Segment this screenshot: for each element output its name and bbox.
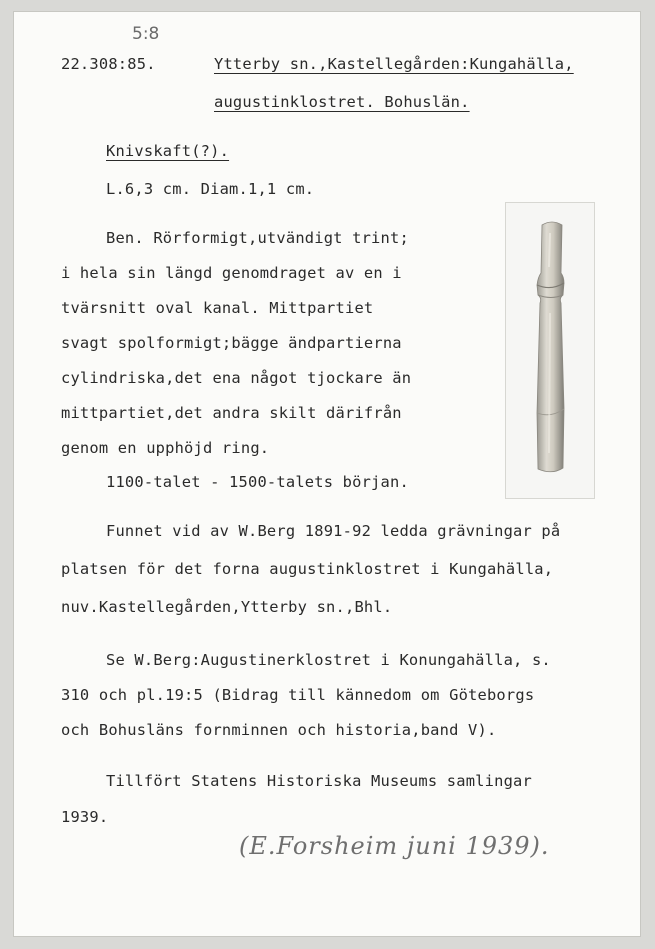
find-info-line: platsen för det forna augustinklostret i Kungahälla, xyxy=(61,560,554,578)
dating: 1100-talet - 1500-talets början. xyxy=(106,473,409,491)
reference-line: Se W.Berg:Augustinerklostret i Konungahälla, s. xyxy=(106,651,551,669)
reference-line: 310 och pl.19:5 (Bidrag till kännedom om Göteborgs xyxy=(61,686,535,704)
find-info-line: Funnet vid av W.Berg 1891-92 ledda grävningar på xyxy=(106,522,561,540)
reference-line: och Bohusläns fornminnen och historia,band V). xyxy=(61,721,497,739)
accession-line: Tillfört Statens Historiska Museums samlingar xyxy=(106,772,532,790)
description-line: genom en upphöjd ring. xyxy=(61,439,270,457)
catalog-card xyxy=(14,12,640,936)
location-line-1: Ytterby sn.,Kastellegården:Kungahälla, xyxy=(214,55,574,73)
pencil-note: 5:8 xyxy=(132,24,160,44)
find-info-line: nuv.Kastellegården,Ytterby sn.,Bhl. xyxy=(61,598,393,616)
object-dimensions: L.6,3 cm. Diam.1,1 cm. xyxy=(106,180,315,198)
accession-year: 1939. xyxy=(61,808,109,826)
catalog-number: 22.308:85. xyxy=(61,55,156,73)
bone-handle-image xyxy=(506,203,594,498)
description-line: mittpartiet,det andra skilt därifrån xyxy=(61,404,402,422)
description-line: Ben. Rörformigt,utvändigt trint; xyxy=(106,229,409,247)
description-line: cylindriska,det ena något tjockare än xyxy=(61,369,412,387)
description-line: tvärsnitt oval kanal. Mittpartiet xyxy=(61,299,374,317)
location-line-2: augustinklostret. Bohuslän. xyxy=(214,93,470,111)
object-name: Knivskaft(?). xyxy=(106,142,230,160)
description-line: i hela sin längd genomdraget av en i xyxy=(61,264,402,282)
handwritten-signature: (E.Forsheim juni 1939). xyxy=(239,832,550,860)
object-photo xyxy=(505,202,595,499)
description-line: svagt spolformigt;bägge ändpartierna xyxy=(61,334,402,352)
